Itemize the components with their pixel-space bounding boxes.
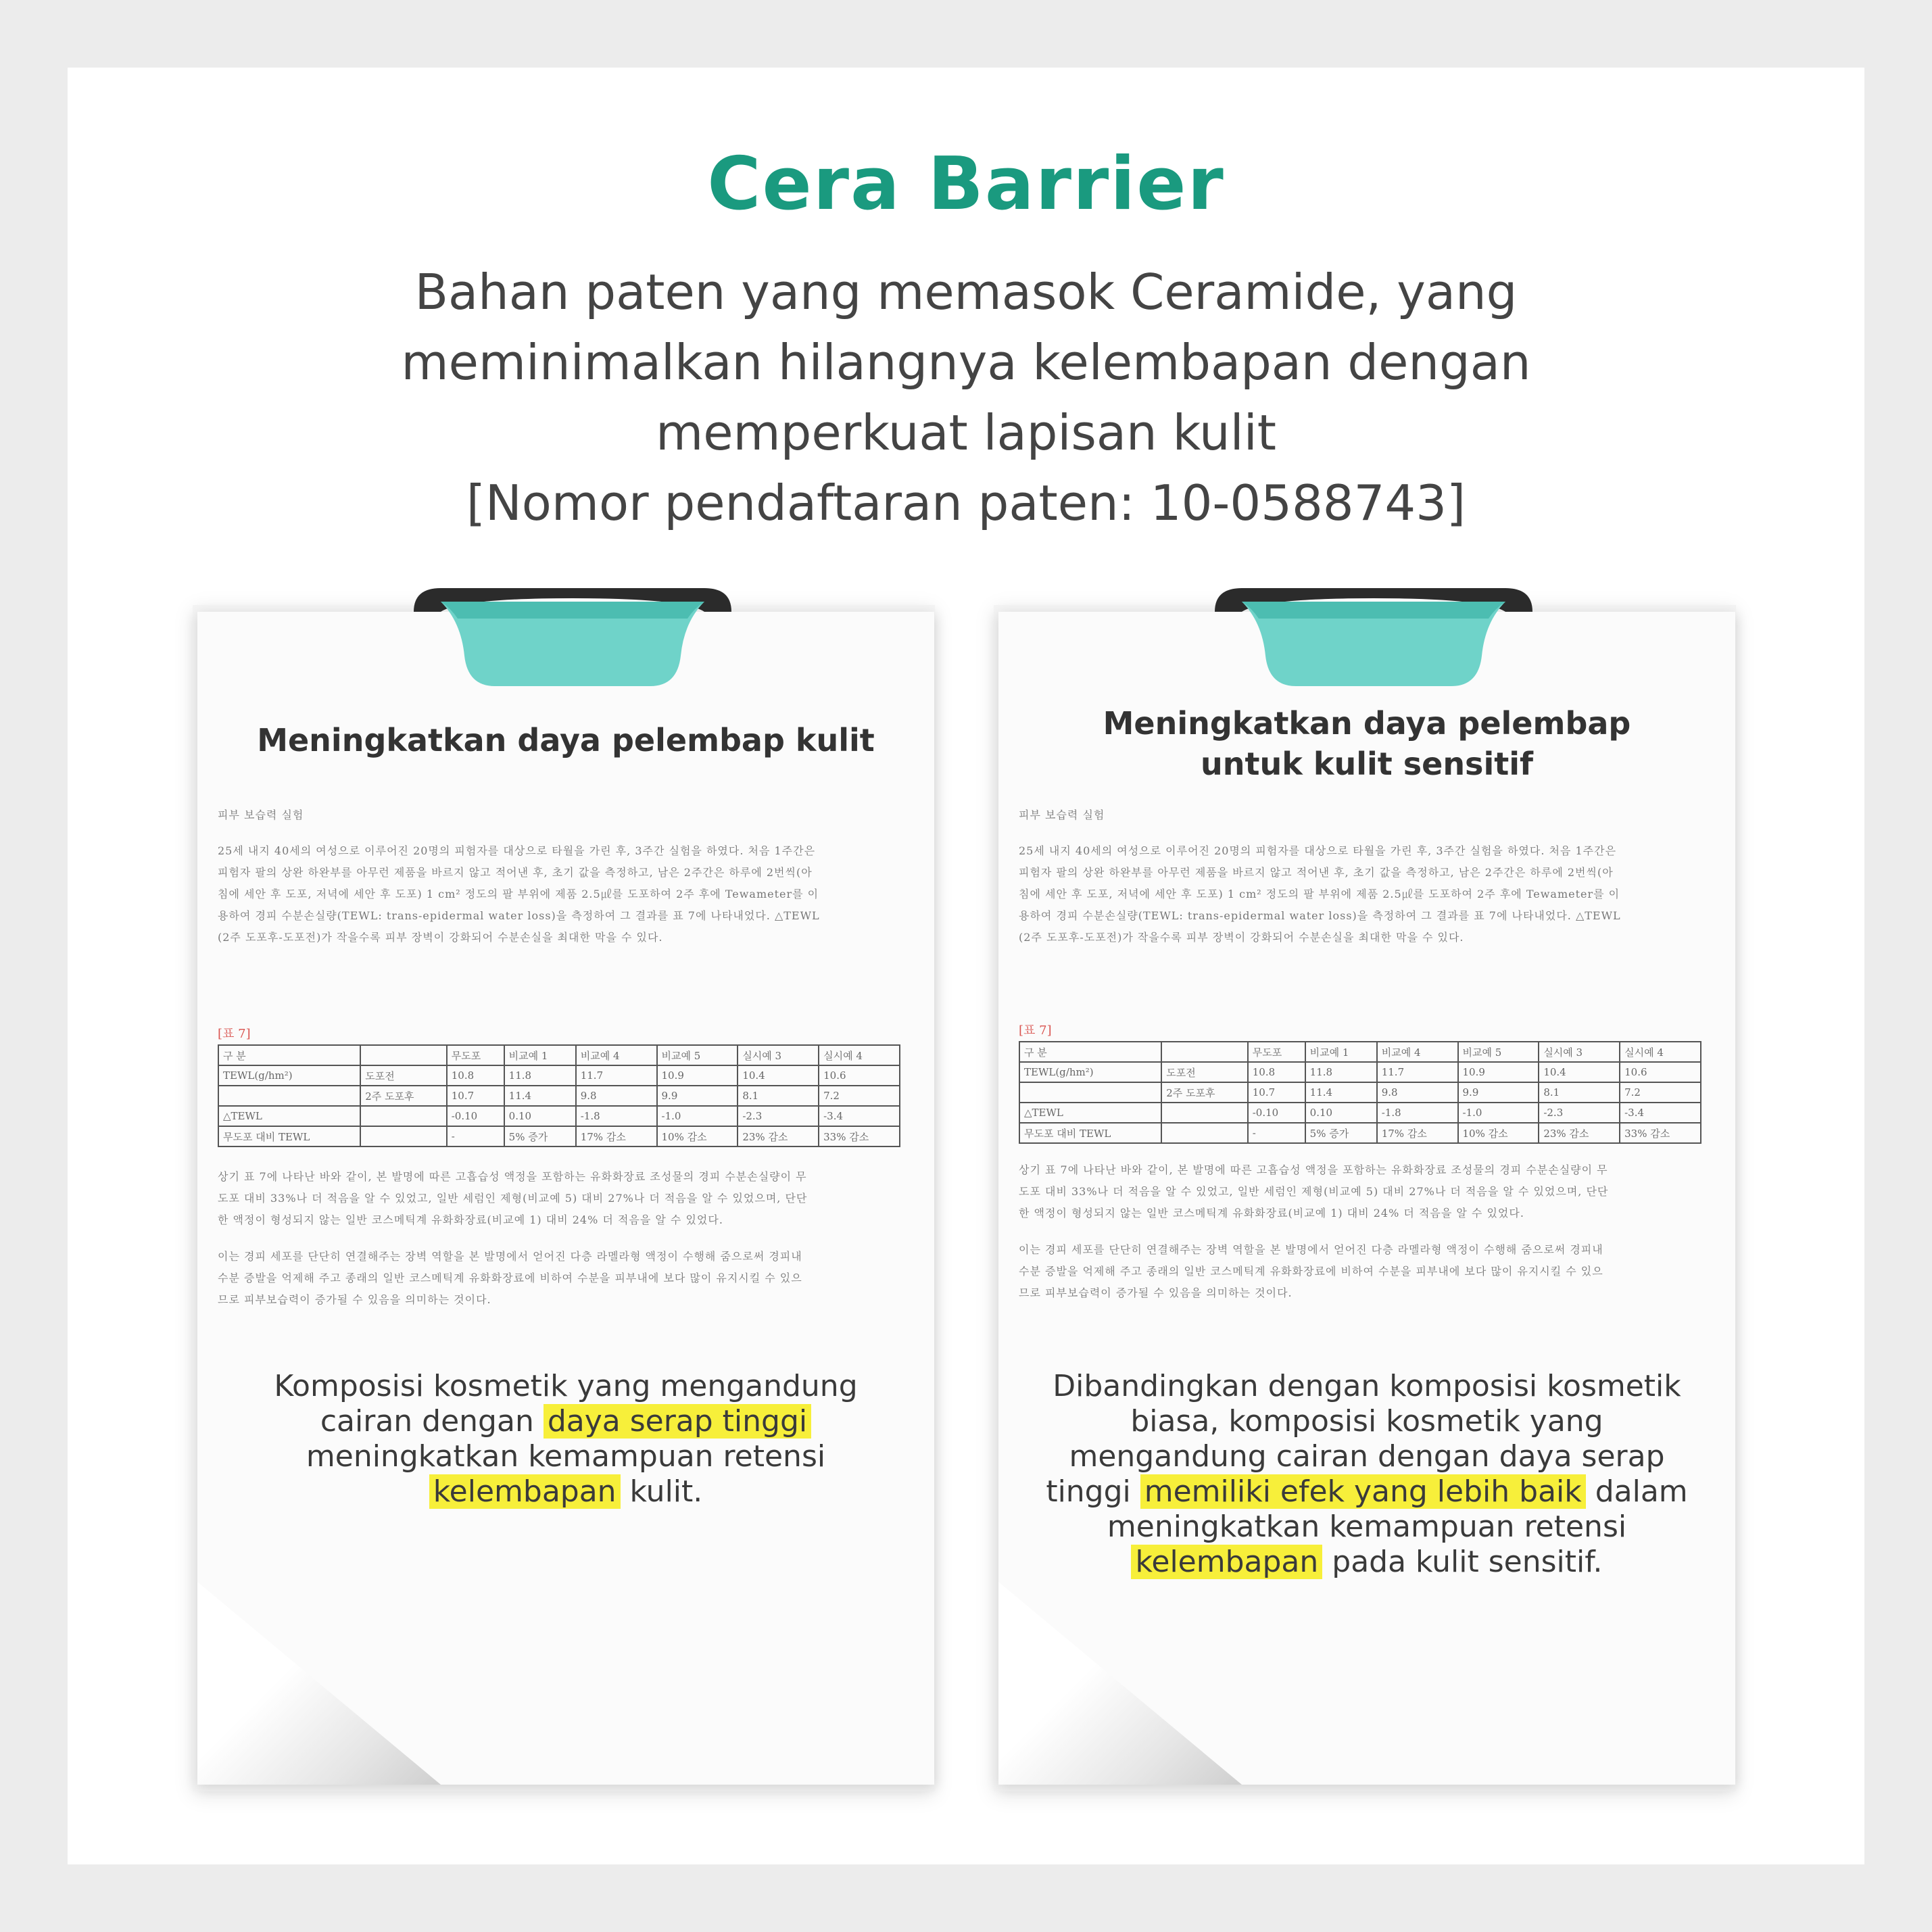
table-row xyxy=(1019,1082,1701,1103)
table-label: [표 7] xyxy=(218,1027,251,1041)
table-cell: 2주 도포후 xyxy=(1161,1082,1247,1103)
table-cell: - xyxy=(447,1126,504,1146)
table-cell: 9.9 xyxy=(657,1086,738,1106)
table-cell xyxy=(360,1045,446,1065)
table-cell: 5% 증가 xyxy=(504,1126,576,1146)
table-cell: 10.4 xyxy=(1539,1062,1620,1082)
table-cell xyxy=(1019,1082,1161,1103)
table-cell: 11.4 xyxy=(1305,1082,1377,1103)
table-cell: 무도포 대비 TEWL xyxy=(218,1126,360,1146)
caption-line xyxy=(197,1474,934,1510)
table-cell: 구 분 xyxy=(218,1045,360,1065)
table-cell: 실시예 4 xyxy=(819,1045,900,1065)
document-paragraph: 25세 내지 40세의 여성으로 이루어진 20명의 피험자를 대상으로 타월을 가린 후, 3주간 실험을 하였다. 처음 1주간은 피험자 팔의 상완 하완부를 아무런 제품을 바르지 않고 적어낸 후, 초기 값을 측정하고, 남은 2주간은 하루에 2번씩(아 침에 세안 후 도포, 저녁에 세안 후 도포) 1 cm² 정도의 팔 부위에 제품 2.5㎕를 도포하여 2주 후에 Tewameter를 이 용하여 경피 수분손실량(TEWL: trans-epidermal water loss)을 측정하여 그 결과를 표 7에 나타내었다. △TEWL (2주 도포후-도포전)가 작을수록 피부 장벽이 강화되어 수분손실을 최대한 막을 수 있다. xyxy=(1019,844,1621,944)
table-cell: 5% 증가 xyxy=(1305,1123,1377,1143)
table-label: [표 7] xyxy=(1019,1023,1052,1038)
table-cell: 10.8 xyxy=(447,1065,504,1086)
table-cell: 11.7 xyxy=(1377,1062,1458,1082)
table-cell: 10.6 xyxy=(819,1065,900,1086)
table-cell: 비교예 5 xyxy=(657,1045,738,1065)
document-caption xyxy=(197,1369,934,1510)
table-row xyxy=(218,1106,900,1126)
document-sheet-left xyxy=(197,612,934,1785)
subtitle-line: Bahan paten yang memasok Ceramide, yang xyxy=(414,264,1518,320)
binder-clip-icon xyxy=(414,581,731,696)
table-cell: 10% 감소 xyxy=(1458,1123,1539,1143)
table-cell xyxy=(1161,1123,1247,1143)
caption-line xyxy=(998,1545,1735,1580)
caption-line xyxy=(197,1439,934,1474)
caption-text: Dibandingkan dengan komposisi kosmetik xyxy=(1053,1369,1681,1403)
table-cell: 비교예 4 xyxy=(1377,1042,1458,1062)
table-cell: 0.10 xyxy=(1305,1103,1377,1123)
table-cell: 23% 감소 xyxy=(738,1126,819,1146)
table-cell: 10.7 xyxy=(447,1086,504,1106)
table-row xyxy=(218,1065,900,1086)
highlighted-text: daya serap tinggi xyxy=(544,1404,811,1439)
table-cell: 10.8 xyxy=(1248,1062,1305,1082)
table-row xyxy=(218,1086,900,1106)
table-cell: -1.8 xyxy=(1377,1103,1458,1123)
table-cell: 10% 감소 xyxy=(657,1126,738,1146)
document-caption xyxy=(998,1369,1735,1580)
table-cell: -2.3 xyxy=(738,1106,819,1126)
table-cell: -0.10 xyxy=(1248,1103,1305,1123)
table-cell: 구 분 xyxy=(1019,1042,1161,1062)
subtitle-line: meminimalkan hilangnya kelembapan dengan xyxy=(401,334,1531,391)
caption-text: mengandung cairan dengan daya serap xyxy=(1069,1439,1665,1474)
table-cell: 비교예 1 xyxy=(1305,1042,1377,1062)
table-cell xyxy=(1161,1103,1247,1123)
table-cell: -2.3 xyxy=(1539,1103,1620,1123)
caption-line xyxy=(998,1439,1735,1474)
table-cell: 10.6 xyxy=(1620,1062,1701,1082)
binder-clip-right xyxy=(1215,581,1532,696)
table-cell: -3.4 xyxy=(1620,1103,1701,1123)
table-cell: 33% 감소 xyxy=(819,1126,900,1146)
document-title: 피부 보습력 실험 xyxy=(1019,808,1105,821)
document-sheet-right xyxy=(998,612,1735,1785)
page-curl xyxy=(197,1582,441,1785)
patent-data-table xyxy=(1019,1041,1701,1144)
highlighted-text: kelembapan xyxy=(429,1474,621,1509)
table-cell: -1.0 xyxy=(657,1106,738,1126)
table-cell: 도포전 xyxy=(360,1065,446,1086)
caption-text: pada kulit sensitif. xyxy=(1322,1545,1603,1579)
table-cell: 11.7 xyxy=(576,1065,657,1086)
highlighted-text: memiliki efek yang lebih baik xyxy=(1140,1474,1586,1509)
caption-text: Komposisi kosmetik yang mengandung xyxy=(274,1369,858,1403)
binder-clip-left xyxy=(414,581,731,696)
table-cell: 비교예 4 xyxy=(576,1045,657,1065)
caption-text: biasa, komposisi kosmetik yang xyxy=(1130,1404,1603,1439)
document-heading: Meningkatkan daya pelembap untuk kulit sensitif xyxy=(1103,705,1631,782)
table-cell: 2주 도포후 xyxy=(360,1086,446,1106)
document-title: 피부 보습력 실험 xyxy=(218,808,304,821)
caption-line xyxy=(998,1369,1735,1404)
table-row xyxy=(1019,1062,1701,1082)
table-row xyxy=(1019,1103,1701,1123)
table-row xyxy=(218,1045,900,1065)
document-conclusion: 상기 표 7에 나타난 바와 같이, 본 발명에 따른 고흡습성 액정을 포함하는 유화화장료 조성물의 경피 수분손실량이 무 도포 대비 33%나 더 적음을 알 수 있었고, 일반 세럼인 제형(비교예 5) 대비 27%나 더 적음을 알 수 있었으며, 단단 한 액정이 형성되지 않는 일반 코스메틱계 유화화장료(비교예 1) 대비 24% 더 적음을 알 수 있었다. 이는 경피 세포를 단단히 연결해주는 장벽 역할을 본 발명에서 얻어진 다층 라멜라형 액정이 수행해 줌으로써 경피내 수분 증발을 억제해 주고 종래의 일반 코스메틱계 유화화장료에 비하여 수분을 피부내에 보다 많이 유지시킬 수 있으 므로 피부보습력이 증가될 수 있음을 의미하는 것이다. xyxy=(1019,1163,1609,1299)
table-cell: 실시예 3 xyxy=(738,1045,819,1065)
caption-line xyxy=(998,1404,1735,1439)
caption-text: meningkatkan kemampuan retensi xyxy=(306,1439,826,1474)
table-cell: -0.10 xyxy=(447,1106,504,1126)
table-cell: 11.8 xyxy=(504,1065,576,1086)
table-cell: 비교예 5 xyxy=(1458,1042,1539,1062)
table-cell: 비교예 1 xyxy=(504,1045,576,1065)
page-curl xyxy=(998,1582,1242,1785)
highlighted-text: kelembapan xyxy=(1131,1545,1322,1579)
table-cell: 0.10 xyxy=(504,1106,576,1126)
patent-number: [Nomor pendaftaran paten: 10-0588743] xyxy=(466,475,1466,531)
caption-line xyxy=(998,1510,1735,1545)
table-cell: -1.8 xyxy=(576,1106,657,1126)
table-cell: 33% 감소 xyxy=(1620,1123,1701,1143)
table-cell xyxy=(360,1126,446,1146)
table-cell: 11.4 xyxy=(504,1086,576,1106)
table-row xyxy=(218,1126,900,1146)
caption-line xyxy=(197,1369,934,1404)
caption-line xyxy=(998,1474,1735,1510)
table-cell: 무도포 xyxy=(1248,1042,1305,1062)
table-cell: 무도포 대비 TEWL xyxy=(1019,1123,1161,1143)
document-paragraph: 25세 내지 40세의 여성으로 이루어진 20명의 피험자를 대상으로 타월을 가린 후, 3주간 실험을 하였다. 처음 1주간은 피험자 팔의 상완 하완부를 아무런 제품을 바르지 않고 적어낸 후, 초기 값을 측정하고, 남은 2주간은 하루에 2번씩(아 침에 세안 후 도포, 저녁에 세안 후 도포) 1 cm² 정도의 팔 부위에 제품 2.5㎕를 도포하여 2주 후에 Tewameter를 이 용하여 경피 수분손실량(TEWL: trans-epidermal water loss)을 측정하여 그 결과를 표 7에 나타내었다. △TEWL (2주 도포후-도포전)가 작을수록 피부 장벽이 강화되어 수분손실을 최대한 막을 수 있다. xyxy=(218,844,820,944)
table-cell: 23% 감소 xyxy=(1539,1123,1620,1143)
binder-clip-icon xyxy=(1215,581,1532,696)
table-cell: 7.2 xyxy=(1620,1082,1701,1103)
table-cell: 8.1 xyxy=(738,1086,819,1106)
table-cell: 10.7 xyxy=(1248,1082,1305,1103)
table-cell xyxy=(360,1106,446,1126)
table-cell: 9.8 xyxy=(576,1086,657,1106)
page-subtitle xyxy=(0,257,1932,538)
document-conclusion: 상기 표 7에 나타난 바와 같이, 본 발명에 따른 고흡습성 액정을 포함하는 유화화장료 조성물의 경피 수분손실량이 무 도포 대비 33%나 더 적음을 알 수 있었고, 일반 세럼인 제형(비교예 5) 대비 27%나 더 적음을 알 수 있었으며, 단단 한 액정이 형성되지 않는 일반 코스메틱계 유화화장료(비교예 1) 대비 24% 더 적음을 알 수 있었다. 이는 경피 세포를 단단히 연결해주는 장벽 역할을 본 발명에서 얻어진 다층 라멜라형 액정이 수행해 줌으로써 경피내 수분 증발을 억제해 주고 종래의 일반 코스메틱계 유화화장료에 비하여 수분을 피부내에 보다 많이 유지시킬 수 있으 므로 피부보습력이 증가될 수 있음을 의미하는 것이다. xyxy=(218,1170,808,1306)
table-cell: 10.4 xyxy=(738,1065,819,1086)
table-cell: TEWL(g/hm²) xyxy=(1019,1062,1161,1082)
table-cell: 10.9 xyxy=(1458,1062,1539,1082)
page-title: Cera Barrier xyxy=(707,142,1225,226)
table-cell: 17% 감소 xyxy=(576,1126,657,1146)
table-cell xyxy=(218,1086,360,1106)
caption-text: meningkatkan kemampuan retensi xyxy=(1107,1510,1627,1544)
table-cell: △TEWL xyxy=(218,1106,360,1126)
subtitle-line: memperkuat lapisan kulit xyxy=(656,404,1276,461)
table-row xyxy=(1019,1042,1701,1062)
table-cell: -3.4 xyxy=(819,1106,900,1126)
table-cell: 실시예 3 xyxy=(1539,1042,1620,1062)
table-cell: 10.9 xyxy=(657,1065,738,1086)
caption-text: dalam xyxy=(1585,1474,1688,1509)
table-cell: 무도포 xyxy=(447,1045,504,1065)
table-cell: 9.8 xyxy=(1377,1082,1458,1103)
document-heading: Meningkatkan daya pelembap kulit xyxy=(257,722,875,758)
table-cell: -1.0 xyxy=(1458,1103,1539,1123)
caption-text: cairan dengan xyxy=(320,1404,544,1439)
table-cell: 8.1 xyxy=(1539,1082,1620,1103)
table-cell: 7.2 xyxy=(819,1086,900,1106)
table-row xyxy=(1019,1123,1701,1143)
table-cell: 실시예 4 xyxy=(1620,1042,1701,1062)
table-cell: TEWL(g/hm²) xyxy=(218,1065,360,1086)
patent-data-table xyxy=(218,1044,900,1147)
table-cell: 17% 감소 xyxy=(1377,1123,1458,1143)
table-cell: - xyxy=(1248,1123,1305,1143)
table-cell: △TEWL xyxy=(1019,1103,1161,1123)
table-cell: 9.9 xyxy=(1458,1082,1539,1103)
caption-line xyxy=(197,1404,934,1439)
table-cell xyxy=(1161,1042,1247,1062)
caption-text: kulit. xyxy=(620,1474,703,1509)
table-cell: 11.8 xyxy=(1305,1062,1377,1082)
caption-text: tinggi xyxy=(1046,1474,1140,1509)
table-cell: 도포전 xyxy=(1161,1062,1247,1082)
